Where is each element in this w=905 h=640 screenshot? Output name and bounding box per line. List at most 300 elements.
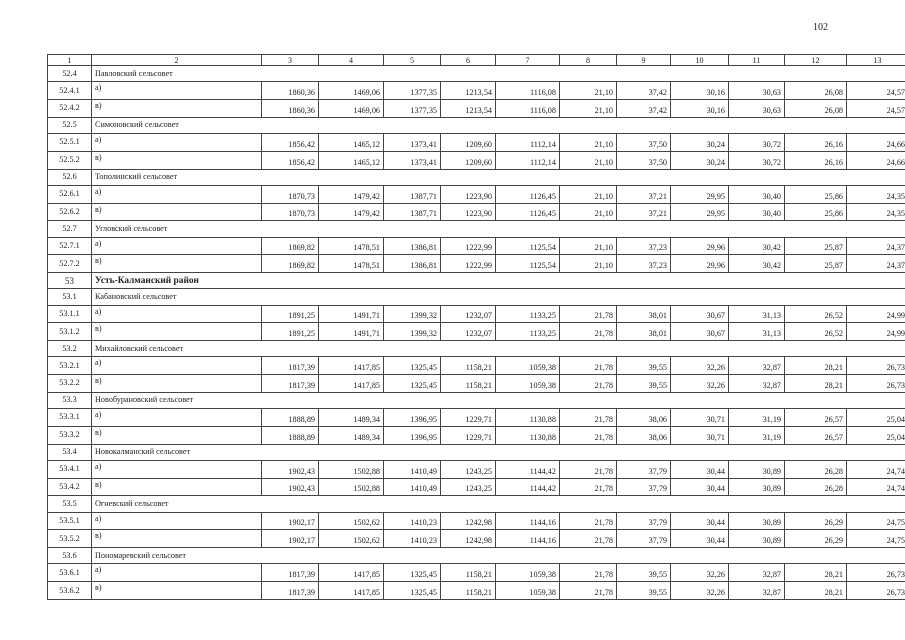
value-cell: 26,16: [785, 133, 847, 151]
row-code: 52.4.1: [48, 82, 92, 100]
value-cell: 1396,95: [384, 426, 441, 444]
value-cell: 1377,35: [384, 99, 441, 117]
value-cell: 1417,85: [319, 564, 384, 582]
value-cell: 1502,88: [319, 460, 384, 478]
section-row: [48, 66, 905, 82]
value-cell: 1478,51: [319, 237, 384, 255]
row-code: 52.4.2: [48, 99, 92, 117]
row-code: 53.6.2: [48, 582, 92, 600]
value-cell: 1478,51: [319, 255, 384, 273]
value-cell: 1891,25: [262, 305, 319, 323]
row-label: в): [92, 582, 262, 600]
value-cell: 30,16: [671, 82, 729, 100]
value-cell: 1902,43: [262, 478, 319, 496]
value-cell: 1126,45: [496, 203, 560, 221]
row-label: в): [92, 426, 262, 444]
value-cell: 24,74: [847, 460, 905, 478]
value-cell: 1870,73: [262, 185, 319, 203]
section-row: [48, 548, 905, 564]
value-cell: 1373,41: [384, 133, 441, 151]
section-name: Павловский сельсовет: [92, 66, 905, 82]
value-cell: 30,40: [729, 185, 785, 203]
value-cell: 38,06: [617, 426, 671, 444]
value-cell: 1410,49: [384, 460, 441, 478]
value-cell: 1213,54: [441, 82, 496, 100]
row-code: 53.6.1: [48, 564, 92, 582]
row-code: 53.5.2: [48, 530, 92, 548]
value-cell: 30,63: [729, 82, 785, 100]
value-cell: 37,23: [617, 237, 671, 255]
row-code: 52.6.2: [48, 203, 92, 221]
value-cell: 1817,39: [262, 582, 319, 600]
section-row: [48, 444, 905, 460]
row-label: а): [92, 133, 262, 151]
value-cell: 1229,71: [441, 409, 496, 427]
value-cell: 21,78: [560, 305, 617, 323]
section-name: Кабановский сельсовет: [92, 289, 905, 305]
value-cell: 1325,45: [384, 582, 441, 600]
value-cell: 21,78: [560, 564, 617, 582]
value-cell: 1902,17: [262, 530, 319, 548]
row-code: 53.3: [48, 392, 92, 408]
column-header: 8: [560, 55, 617, 66]
value-cell: 1112,14: [496, 133, 560, 151]
value-cell: 26,73: [847, 564, 905, 582]
value-cell: 26,29: [785, 512, 847, 530]
value-cell: 1387,71: [384, 203, 441, 221]
value-cell: 1243,25: [441, 478, 496, 496]
value-cell: 21,78: [560, 530, 617, 548]
value-cell: 28,21: [785, 582, 847, 600]
value-cell: 21,10: [560, 203, 617, 221]
row-code: 53.5: [48, 496, 92, 512]
value-cell: 24,37: [847, 237, 905, 255]
column-header: 10: [671, 55, 729, 66]
row-code: 53.6: [48, 548, 92, 564]
value-cell: 21,78: [560, 512, 617, 530]
value-cell: 1869,82: [262, 255, 319, 273]
value-cell: 32,26: [671, 564, 729, 582]
value-cell: 1502,62: [319, 530, 384, 548]
row-code: 52.6: [48, 169, 92, 185]
value-cell: 1232,07: [441, 323, 496, 341]
value-cell: 39,55: [617, 357, 671, 375]
value-cell: 24,37: [847, 255, 905, 273]
value-cell: 1489,34: [319, 409, 384, 427]
row-code: 52.7: [48, 221, 92, 237]
data-row: [48, 237, 905, 255]
data-row: [48, 305, 905, 323]
value-cell: 1465,12: [319, 151, 384, 169]
row-code: 53.3.2: [48, 426, 92, 444]
data-row: [48, 478, 905, 496]
value-cell: 38,01: [617, 305, 671, 323]
row-label: а): [92, 305, 262, 323]
row-label: в): [92, 99, 262, 117]
row-code: 53.1: [48, 289, 92, 305]
row-label: а): [92, 237, 262, 255]
value-cell: 30,44: [671, 530, 729, 548]
section-row: [48, 496, 905, 512]
value-cell: 26,73: [847, 375, 905, 393]
value-cell: 26,57: [785, 426, 847, 444]
data-row: [48, 323, 905, 341]
value-cell: 1116,08: [496, 82, 560, 100]
value-cell: 30,42: [729, 255, 785, 273]
value-cell: 1502,62: [319, 512, 384, 530]
column-header: 1: [48, 55, 92, 66]
value-cell: 32,26: [671, 375, 729, 393]
value-cell: 1158,21: [441, 357, 496, 375]
row-code: 52.5: [48, 117, 92, 133]
value-cell: 24,57: [847, 82, 905, 100]
value-cell: 24,99: [847, 305, 905, 323]
data-row: [48, 82, 905, 100]
value-cell: 31,19: [729, 409, 785, 427]
value-cell: 26,73: [847, 357, 905, 375]
row-label: в): [92, 478, 262, 496]
value-cell: 30,44: [671, 478, 729, 496]
column-header: 4: [319, 55, 384, 66]
value-cell: 29,96: [671, 237, 729, 255]
column-header: 3: [262, 55, 319, 66]
data-row: [48, 151, 905, 169]
value-cell: 30,44: [671, 460, 729, 478]
row-code: 53: [48, 273, 92, 289]
value-cell: 37,21: [617, 203, 671, 221]
value-cell: 37,79: [617, 478, 671, 496]
value-cell: 1870,73: [262, 203, 319, 221]
value-cell: 1243,25: [441, 460, 496, 478]
column-header: 13: [847, 55, 905, 66]
row-label: в): [92, 375, 262, 393]
value-cell: 1817,39: [262, 357, 319, 375]
value-cell: 24,66: [847, 133, 905, 151]
value-cell: 1130,88: [496, 409, 560, 427]
value-cell: 1209,60: [441, 133, 496, 151]
row-label: а): [92, 460, 262, 478]
value-cell: 21,78: [560, 582, 617, 600]
value-cell: 30,89: [729, 460, 785, 478]
column-header: 12: [785, 55, 847, 66]
data-row: [48, 409, 905, 427]
row-code: 53.1.2: [48, 323, 92, 341]
value-cell: 32,26: [671, 357, 729, 375]
value-cell: 1502,88: [319, 478, 384, 496]
value-cell: 26,29: [785, 530, 847, 548]
tariff-table: [47, 54, 905, 600]
value-cell: 28,21: [785, 564, 847, 582]
row-label: а): [92, 564, 262, 582]
row-code: 53.5.1: [48, 512, 92, 530]
row-label: в): [92, 255, 262, 273]
value-cell: 39,55: [617, 582, 671, 600]
value-cell: 30,71: [671, 426, 729, 444]
row-label: а): [92, 82, 262, 100]
value-cell: 32,87: [729, 357, 785, 375]
value-cell: 37,79: [617, 530, 671, 548]
value-cell: 30,63: [729, 99, 785, 117]
row-label: а): [92, 185, 262, 203]
row-code: 53.3.1: [48, 409, 92, 427]
value-cell: 30,42: [729, 237, 785, 255]
value-cell: 1386,81: [384, 237, 441, 255]
value-cell: 21,78: [560, 357, 617, 375]
value-cell: 1158,21: [441, 564, 496, 582]
value-cell: 32,87: [729, 564, 785, 582]
value-cell: 26,08: [785, 82, 847, 100]
value-cell: 1491,71: [319, 305, 384, 323]
value-cell: 30,16: [671, 99, 729, 117]
data-row: [48, 255, 905, 273]
column-header: 2: [92, 55, 262, 66]
value-cell: 1130,88: [496, 426, 560, 444]
value-cell: 1469,06: [319, 99, 384, 117]
table-body: [48, 55, 905, 600]
value-cell: 21,78: [560, 426, 617, 444]
value-cell: 1116,08: [496, 99, 560, 117]
row-code: 52.4: [48, 66, 92, 82]
column-header: 6: [441, 55, 496, 66]
row-label: в): [92, 530, 262, 548]
column-header: 7: [496, 55, 560, 66]
value-cell: 37,79: [617, 460, 671, 478]
section-row: [48, 289, 905, 305]
value-cell: 1242,98: [441, 530, 496, 548]
data-row: [48, 582, 905, 600]
row-code: 53.1.1: [48, 305, 92, 323]
data-row: [48, 185, 905, 203]
value-cell: 1223,90: [441, 185, 496, 203]
value-cell: 1888,89: [262, 409, 319, 427]
district-name: Усть-Калманский район: [92, 273, 905, 289]
row-code: 53.2.1: [48, 357, 92, 375]
value-cell: 29,95: [671, 185, 729, 203]
value-cell: 25,87: [785, 255, 847, 273]
value-cell: 1158,21: [441, 582, 496, 600]
value-cell: 25,04: [847, 426, 905, 444]
value-cell: 21,10: [560, 255, 617, 273]
value-cell: 30,72: [729, 151, 785, 169]
data-row: [48, 99, 905, 117]
value-cell: 1387,71: [384, 185, 441, 203]
value-cell: 26,73: [847, 582, 905, 600]
value-cell: 1059,38: [496, 564, 560, 582]
value-cell: 1399,32: [384, 305, 441, 323]
data-row: [48, 460, 905, 478]
value-cell: 1891,25: [262, 323, 319, 341]
section-row: [48, 392, 905, 408]
value-cell: 1860,36: [262, 82, 319, 100]
value-cell: 26,16: [785, 151, 847, 169]
value-cell: 1325,45: [384, 564, 441, 582]
value-cell: 1133,25: [496, 323, 560, 341]
value-cell: 1059,38: [496, 375, 560, 393]
value-cell: 1232,07: [441, 305, 496, 323]
value-cell: 1817,39: [262, 564, 319, 582]
value-cell: 30,67: [671, 323, 729, 341]
value-cell: 1144,16: [496, 530, 560, 548]
value-cell: 21,10: [560, 151, 617, 169]
value-cell: 1856,42: [262, 133, 319, 151]
value-cell: 31,19: [729, 426, 785, 444]
value-cell: 1902,17: [262, 512, 319, 530]
row-label: в): [92, 151, 262, 169]
value-cell: 30,44: [671, 512, 729, 530]
row-code: 53.4.2: [48, 478, 92, 496]
section-name: Симоновский сельсовет: [92, 117, 905, 133]
value-cell: 24,35: [847, 203, 905, 221]
value-cell: 1126,45: [496, 185, 560, 203]
row-label: а): [92, 512, 262, 530]
value-cell: 30,89: [729, 530, 785, 548]
value-cell: 1386,81: [384, 255, 441, 273]
value-cell: 1410,49: [384, 478, 441, 496]
value-cell: 21,10: [560, 99, 617, 117]
value-cell: 32,87: [729, 375, 785, 393]
value-cell: 25,04: [847, 409, 905, 427]
value-cell: 1059,38: [496, 582, 560, 600]
value-cell: 37,50: [617, 133, 671, 151]
row-label: в): [92, 323, 262, 341]
value-cell: 37,50: [617, 151, 671, 169]
value-cell: 1489,34: [319, 426, 384, 444]
row-code: 52.5.2: [48, 151, 92, 169]
value-cell: 21,10: [560, 237, 617, 255]
value-cell: 1229,71: [441, 426, 496, 444]
value-cell: 24,75: [847, 530, 905, 548]
value-cell: 21,78: [560, 478, 617, 496]
data-row: [48, 357, 905, 375]
value-cell: 25,86: [785, 185, 847, 203]
value-cell: 1399,32: [384, 323, 441, 341]
district-row: [48, 273, 905, 289]
value-cell: 1158,21: [441, 375, 496, 393]
section-name: Новобурановский сельсовет: [92, 392, 905, 408]
value-cell: 30,71: [671, 409, 729, 427]
value-cell: 1144,42: [496, 460, 560, 478]
value-cell: 1410,23: [384, 530, 441, 548]
data-row: [48, 564, 905, 582]
value-cell: 30,72: [729, 133, 785, 151]
section-name: Тополинский сельсовет: [92, 169, 905, 185]
value-cell: 21,78: [560, 323, 617, 341]
value-cell: 26,28: [785, 478, 847, 496]
value-cell: 1856,42: [262, 151, 319, 169]
value-cell: 1465,12: [319, 133, 384, 151]
value-cell: 37,42: [617, 82, 671, 100]
value-cell: 1491,71: [319, 323, 384, 341]
data-row: [48, 512, 905, 530]
value-cell: 24,57: [847, 99, 905, 117]
value-cell: 1869,82: [262, 237, 319, 255]
value-cell: 24,74: [847, 478, 905, 496]
header-row: [48, 55, 905, 66]
value-cell: 1059,38: [496, 357, 560, 375]
value-cell: 1133,25: [496, 305, 560, 323]
value-cell: 39,55: [617, 375, 671, 393]
value-cell: 25,86: [785, 203, 847, 221]
row-label: а): [92, 409, 262, 427]
value-cell: 1377,35: [384, 82, 441, 100]
value-cell: 28,21: [785, 375, 847, 393]
value-cell: 30,24: [671, 151, 729, 169]
data-row: [48, 530, 905, 548]
column-header: 9: [617, 55, 671, 66]
value-cell: 32,26: [671, 582, 729, 600]
value-cell: 29,95: [671, 203, 729, 221]
value-cell: 24,99: [847, 323, 905, 341]
row-code: 52.7.1: [48, 237, 92, 255]
section-name: Огневский сельсовет: [92, 496, 905, 512]
value-cell: 1860,36: [262, 99, 319, 117]
value-cell: 24,75: [847, 512, 905, 530]
data-row: [48, 375, 905, 393]
value-cell: 26,08: [785, 99, 847, 117]
section-row: [48, 169, 905, 185]
value-cell: 1469,06: [319, 82, 384, 100]
value-cell: 1209,60: [441, 151, 496, 169]
value-cell: 1410,23: [384, 512, 441, 530]
value-cell: 1222,99: [441, 237, 496, 255]
row-code: 52.7.2: [48, 255, 92, 273]
value-cell: 26,57: [785, 409, 847, 427]
row-code: 53.4: [48, 444, 92, 460]
value-cell: 1223,90: [441, 203, 496, 221]
value-cell: 1888,89: [262, 426, 319, 444]
row-code: 53.4.1: [48, 460, 92, 478]
value-cell: 28,21: [785, 357, 847, 375]
value-cell: 1417,85: [319, 357, 384, 375]
value-cell: 1817,39: [262, 375, 319, 393]
column-header: 5: [384, 55, 441, 66]
value-cell: 21,78: [560, 375, 617, 393]
value-cell: 30,67: [671, 305, 729, 323]
value-cell: 25,87: [785, 237, 847, 255]
value-cell: 1325,45: [384, 375, 441, 393]
value-cell: 1125,54: [496, 237, 560, 255]
column-header: 11: [729, 55, 785, 66]
row-code: 53.2: [48, 341, 92, 357]
value-cell: 1373,41: [384, 151, 441, 169]
value-cell: 1242,98: [441, 512, 496, 530]
row-code: 52.6.1: [48, 185, 92, 203]
value-cell: 39,55: [617, 564, 671, 582]
row-label: в): [92, 203, 262, 221]
value-cell: 1112,14: [496, 151, 560, 169]
value-cell: 26,52: [785, 323, 847, 341]
section-name: Новокалманский сельсовет: [92, 444, 905, 460]
value-cell: 31,13: [729, 323, 785, 341]
value-cell: 1325,45: [384, 357, 441, 375]
value-cell: 38,06: [617, 409, 671, 427]
value-cell: 30,89: [729, 478, 785, 496]
row-label: а): [92, 357, 262, 375]
value-cell: 1396,95: [384, 409, 441, 427]
value-cell: 26,52: [785, 305, 847, 323]
value-cell: 1417,85: [319, 582, 384, 600]
value-cell: 30,89: [729, 512, 785, 530]
value-cell: 24,66: [847, 151, 905, 169]
value-cell: 21,10: [560, 82, 617, 100]
data-row: [48, 203, 905, 221]
value-cell: 31,13: [729, 305, 785, 323]
value-cell: 30,40: [729, 203, 785, 221]
value-cell: 21,10: [560, 185, 617, 203]
section-name: Михайловский сельсовет: [92, 341, 905, 357]
value-cell: 29,96: [671, 255, 729, 273]
value-cell: 21,10: [560, 133, 617, 151]
